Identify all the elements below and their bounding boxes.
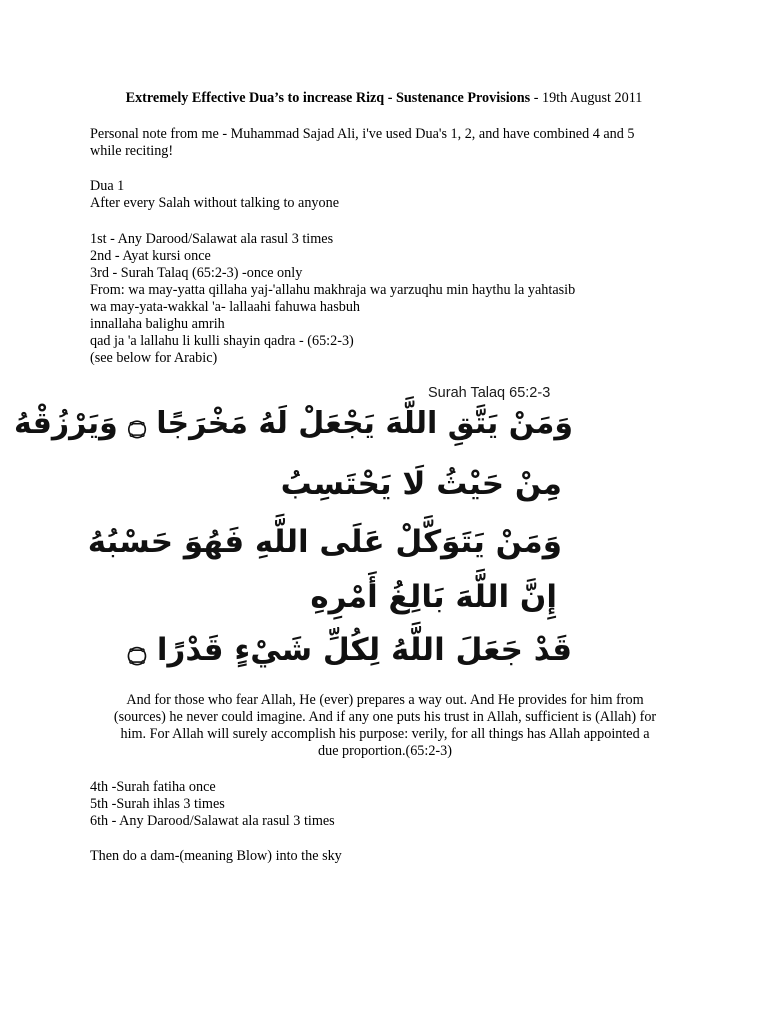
translation-line-4: due proportion.(65:2-3) — [318, 743, 452, 759]
arabic-verse-line-5: قَدْ جَعَلَ اللَّهُ لِكُلِّ شَيْءٍ قَدْرًا ۝ — [127, 632, 572, 668]
step-5: 5th -Surah ihlas 3 times — [90, 796, 225, 812]
dua1-subheading: After every Salah without talking to anyone — [90, 195, 340, 211]
translation-line-1: And for those who fear Allah, He (ever) prepares a way out. And He provides for him from — [126, 692, 644, 708]
document-title — [0, 90, 768, 107]
step-4: 4th -Surah fatiha once — [90, 779, 216, 795]
english-translation — [90, 692, 680, 760]
closing-instruction — [90, 848, 690, 865]
dua1-step-2: 2nd - Ayat kursi once — [90, 248, 211, 264]
translation-line-3: him. For Allah will surely accomplish his purpose: verily, for all things has Allah appointed a — [120, 726, 650, 742]
dua1-steps — [90, 231, 690, 367]
closing-line: Then do a dam-(meaning Blow) into the sky — [90, 848, 342, 864]
dua1-heading: Dua 1 — [90, 178, 125, 194]
dua1-intro — [90, 178, 690, 212]
personal-note — [90, 126, 690, 160]
arabic-figure-caption: Surah Talaq 65:2-3 — [428, 385, 551, 401]
transliteration-line-2: wa may-yata-wakkal 'a- lallaahi fahuwa hasbuh — [90, 299, 361, 315]
transliteration-line-3: innallaha balighu amrih — [90, 316, 225, 332]
translation-line-2: (sources) he never could imagine. And if any one puts his trust in Allah, sufficient is (Allah) for — [113, 709, 657, 725]
arabic-verse-line-1: وَمَنْ يَتَّقِ اللَّهَ يَجْعَلْ لَهُ مَخْرَجًا ۝ وَيَرْزُقْهُ — [14, 406, 573, 441]
arabic-verse-line-4: إِنَّ اللَّهَ بَالِغُ أَمْرِهِ — [310, 579, 557, 615]
transliteration-line-1: From: wa may-yatta qillaha yaj-'allahu makhraja wa yarzuqhu min haythu la yahtasib — [90, 282, 576, 298]
arabic-verse-line-2: مِنْ حَيْثُ لَا يَحْتَسِبُ — [280, 466, 562, 502]
title-date: - 19th August 2011 — [530, 90, 643, 106]
dua1-step-1: 1st - Any Darood/Salawat ala rasul 3 times — [90, 231, 334, 247]
note-line-2: while reciting! — [90, 143, 174, 159]
note-line-1: Personal note from me - Muhammad Sajad Ali, i've used Dua's 1, 2, and have combined 4 and 5 — [90, 126, 635, 142]
dua1-step-3: 3rd - Surah Talaq (65:2-3) -once only — [90, 265, 303, 281]
more-steps — [90, 779, 690, 830]
title-main: Extremely Effective Dua’s to increase Rizq - Sustenance Provisions — [125, 90, 531, 106]
see-below-note: (see below for Arabic) — [90, 350, 218, 366]
arabic-verse-line-3: وَمَنْ يَتَوَكَّلْ عَلَى اللَّهِ فَهُوَ حَسْبُهُ — [87, 524, 562, 560]
transliteration-line-4: qad ja 'a lallahu li kulli shayin qadra - (65:2-3) — [90, 333, 354, 349]
step-6: 6th - Any Darood/Salawat ala rasul 3 times — [90, 813, 335, 829]
